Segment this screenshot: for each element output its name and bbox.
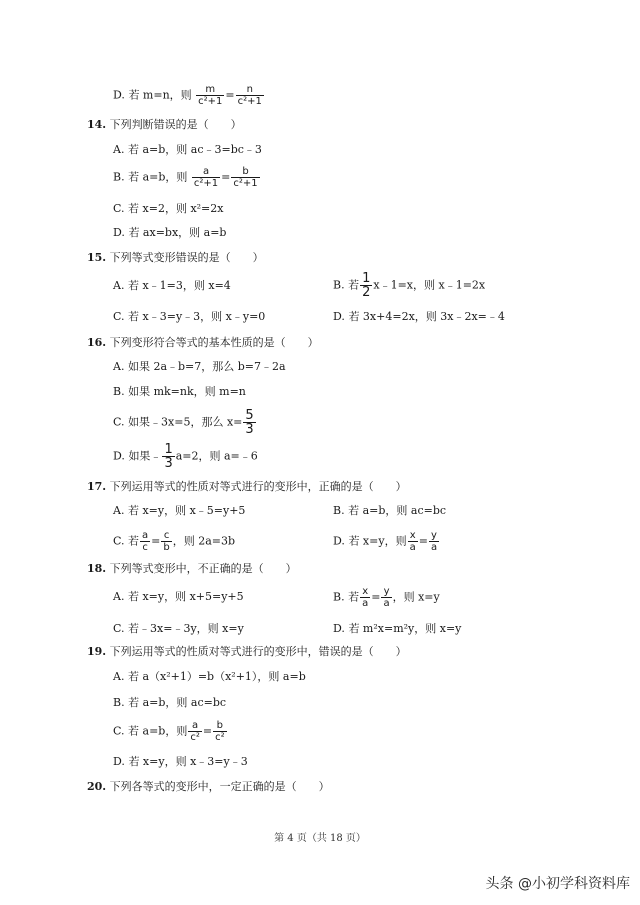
q18-option-d: D. 若 m²x=m²y，则 x=y <box>333 622 462 635</box>
fraction: $\frac{1}{2}$ <box>362 271 371 300</box>
fraction: $\frac{b}{\text{c²}}$ <box>215 720 225 743</box>
q19-option-a: A. 若 a（x²+1）=b（x²+1），则 a=b <box>113 670 306 683</box>
q17-option-a: A. 若 x=y，则 x﹣5=y+5 <box>113 504 246 517</box>
fraction: $\frac{a}{\text{c²}}$ <box>190 720 200 743</box>
fraction: $\frac{x}{a}$ <box>409 530 416 553</box>
question-20-stem: 20. 下列各等式的变形中，一定正确的是（ ） <box>87 780 330 793</box>
q13-option-d: D. 若 m=n，则 $\frac{m}{\text{c²+1}}$ = $\frac{n}{\text{c²+1}}$ <box>113 84 262 107</box>
q14-option-d: D. 若 ax=bx，则 a=b <box>113 226 227 239</box>
q15-option-a: A. 若 x﹣1=3，则 x=4 <box>113 279 231 292</box>
q18-option-a: A. 若 x=y，则 x+5=y+5 <box>113 590 244 603</box>
fraction: $\frac{x}{a}$ <box>362 586 369 609</box>
q19-option-c: C. 若 a=b，则 $\frac{a}{\text{c²}}$ = $\frac{b}{\text{c²}}$ <box>113 720 225 743</box>
q16-option-b: B. 如果 mk=nk，则 m=n <box>113 385 246 398</box>
q17-option-d: D. 若 x=y，则 $\frac{x}{a}$ = $\frac{y}{a}$ <box>333 530 438 553</box>
q16-option-d: D. 如果﹣ $\frac{1}{3}$ a=2，则 a=﹣6 <box>113 442 258 471</box>
fraction: $\frac{a}{\text{c²+1}}$ <box>193 166 219 189</box>
q18-option-c: C. 若﹣3x=﹣3y，则 x=y <box>113 622 244 635</box>
q19-option-b: B. 若 a=b，则 ac=bc <box>113 696 227 709</box>
fraction: $\frac{a}{c}$ <box>142 530 149 553</box>
question-18-stem: 18. 下列等式变形中，不正确的是（ ） <box>87 562 297 575</box>
page-number: 第 4 页（共 18 页） <box>274 833 366 844</box>
watermark-text: 头条 @小初学科资料库 <box>485 876 630 892</box>
q19-option-d: D. 若 x=y，则 x﹣3=y﹣3 <box>113 755 248 768</box>
q15-option-c: C. 若 x﹣3=y﹣3，则 x﹣y=0 <box>113 310 266 323</box>
question-17-stem: 17. 下列运用等式的性质对等式进行的变形中，正确的是（ ） <box>87 480 407 493</box>
q16-option-c: C. 如果﹣3x=5，那么 x= $\frac{5}{3}$ <box>113 408 254 437</box>
question-15-stem: 15. 下列等式变形错误的是（ ） <box>87 251 264 264</box>
q18-option-b: B. 若 $\frac{x}{a}$ = $\frac{y}{a}$ ，则 x=y <box>333 586 440 609</box>
fraction: $\frac{y}{a}$ <box>430 530 438 553</box>
fraction: $\frac{b}{\text{c²+1}}$ <box>233 166 258 189</box>
fraction: $\frac{c}{b}$ <box>163 530 170 553</box>
fraction: $\frac{n}{\text{c²+1}}$ <box>237 84 262 107</box>
q15-option-b: B. 若 $\frac{1}{2}$ x﹣1=x，则 x﹣1=2x <box>333 271 486 300</box>
q16-option-a: A. 如果 2a﹣b=7，那么 b=7﹣2a <box>113 360 286 373</box>
question-16-stem: 16. 下列变形符合等式的基本性质的是（ ） <box>87 336 319 349</box>
question-19-stem: 19. 下列运用等式的性质对等式进行的变形中，错误的是（ ） <box>87 645 407 658</box>
q17-option-b: B. 若 a=b，则 ac=bc <box>333 504 447 517</box>
q14-option-a: A. 若 a=b，则 ac﹣3=bc﹣3 <box>113 143 262 156</box>
q14-option-c: C. 若 x=2，则 x²=2x <box>113 202 224 215</box>
question-14-stem: 14. 下列判断错误的是（ ） <box>87 118 242 131</box>
q17-option-c: C. 若 $\frac{a}{c}$ = $\frac{c}{b}$ ，则 2a=3b <box>113 530 236 553</box>
fraction: $\frac{5}{3}$ <box>245 408 254 437</box>
q14-option-b: B. 若 a=b，则 $\frac{a}{\text{c²+1}}$ = $\frac{b}{\text{c²+1}}$ <box>113 166 258 189</box>
watermark <box>486 873 630 893</box>
fraction: $\frac{y}{a}$ <box>383 586 390 609</box>
q15-option-d: D. 若 3x+4=2x，则 3x﹣2x=﹣4 <box>333 310 505 323</box>
fraction: $\frac{m}{\text{c²+1}}$ <box>198 84 223 107</box>
fraction: $\frac{1}{3}$ <box>164 442 173 471</box>
